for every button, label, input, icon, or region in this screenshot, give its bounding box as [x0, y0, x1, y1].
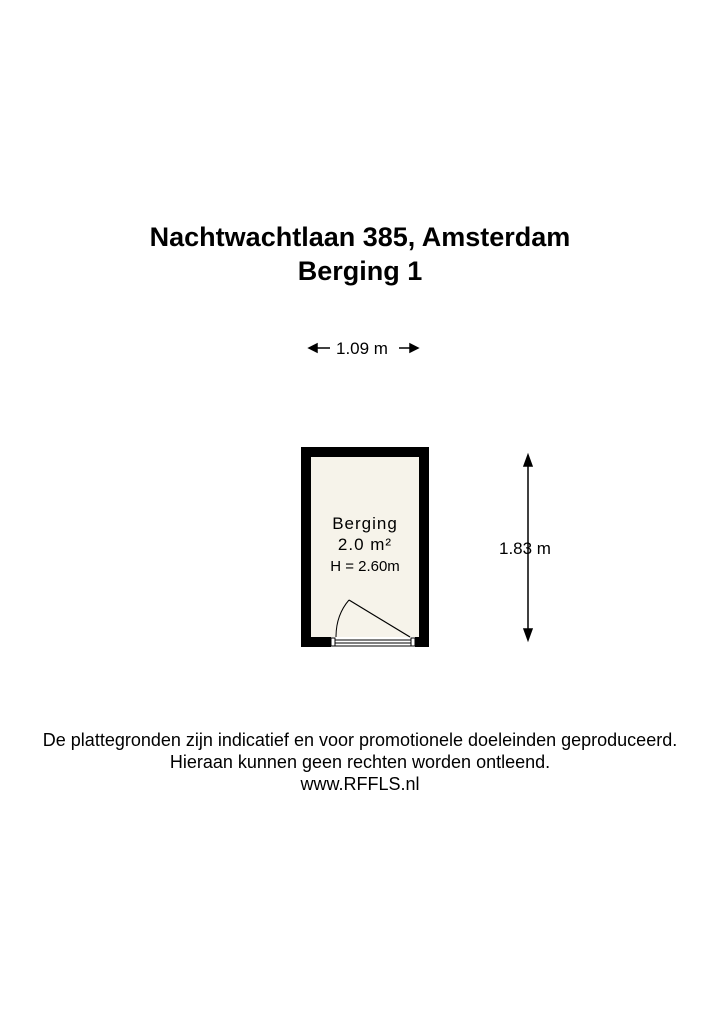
address-title: Nachtwachtlaan 385, Amsterdam [149, 222, 571, 252]
floor-title: Berging 1 [297, 256, 423, 286]
width-dimension: 1.09 m [336, 339, 388, 358]
disclaimer-line-1: De plattegronden zijn indicatief en voor promotionele doeleinden geproduceerd. [42, 730, 678, 750]
disclaimer-line-2: Hieraan kunnen geen rechten worden ontleend. [169, 752, 551, 772]
room-name: Berging [332, 514, 398, 533]
room-area: 2.0 m² [337, 535, 393, 554]
height-dimension: 1.83 m [499, 539, 551, 558]
room-ceiling-height: H = 2.60m [330, 558, 400, 575]
website-link[interactable]: www.RFFLS.nl [300, 774, 420, 794]
